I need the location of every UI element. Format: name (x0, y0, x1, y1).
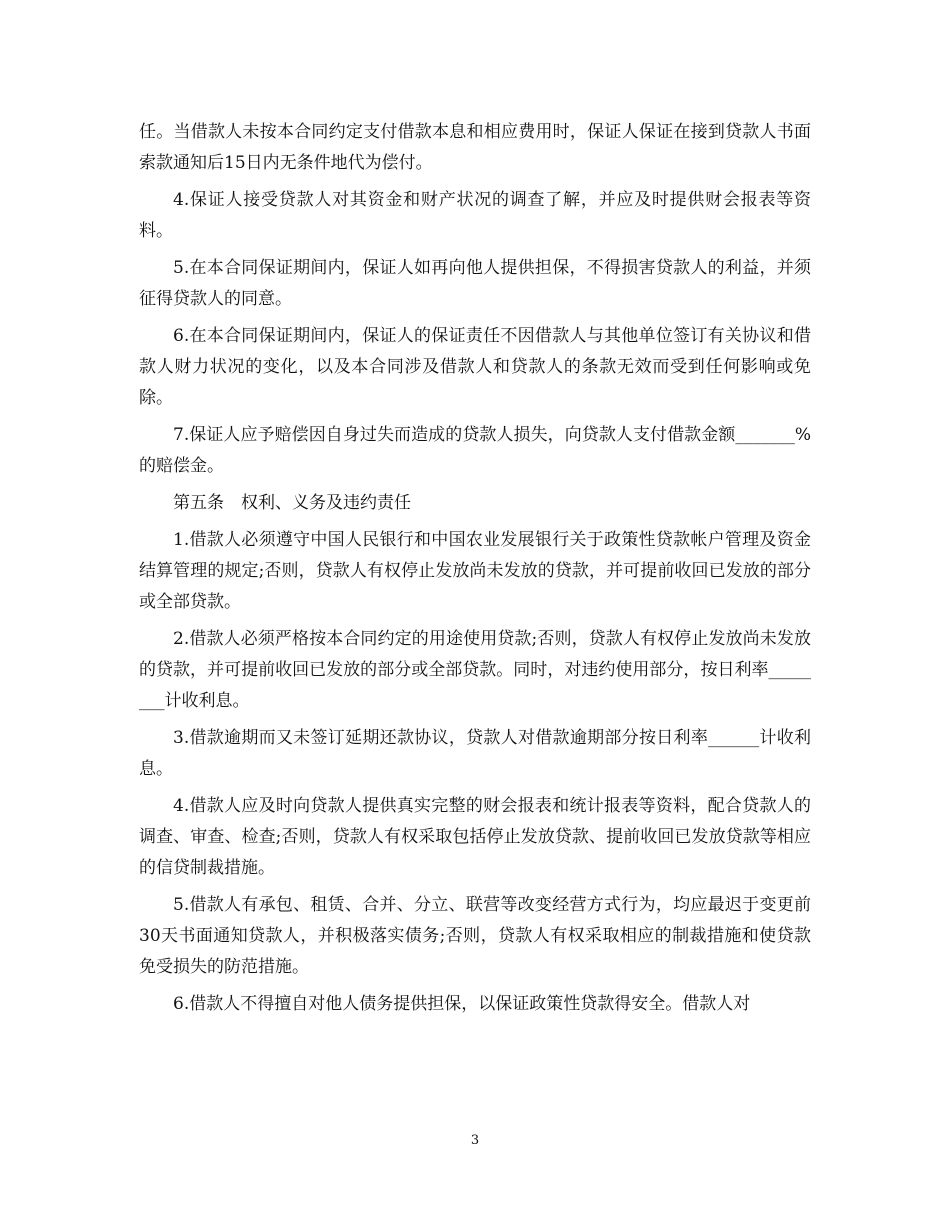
paragraph-borrower-clause-4: 4.借款人应及时向贷款人提供真实完整的财会报表和统计报表等资料，配合贷款人的调查、审查、检查;否则，贷款人有权采取包括停止发放贷款、提前收回已发放贷款等相应的信贷制裁措施。 (139, 796, 811, 878)
paragraph-guarantor-clause-4: 4.保证人接受贷款人对其资金和财产状况的调查了解，并应及时提供财会报表等资料。 (139, 190, 811, 241)
paragraph-guarantor-clause-6: 6.在本合同保证期间内，保证人的保证责任不因借款人与其他单位签订有关协议和借款人财力状况的变化，以及本合同涉及借款人和贷款人的条款无效而受到任何影响或免除。 (139, 326, 811, 408)
paragraph-borrower-clause-6: 6.借款人不得擅自对他人债务提供担保，以保证政策性贷款得安全。借款人对 (173, 994, 751, 1014)
paragraph-borrower-clause-5: 5.借款人有承包、租赁、合并、分立、联营等改变经营方式行为，均应最迟于变更前30天书面通知贷款人，并积极落实债务;否则，贷款人有权采取相应的制裁措施和使贷款免受损失的防范措施。 (139, 895, 811, 977)
paragraph-guarantor-payment-continued: 任。当借款人未按本合同约定支付借款本息和相应费用时，保证人保证在接到贷款人书面索款通知后15日内无条件地代为偿付。 (139, 122, 811, 173)
document-body (139, 117, 811, 1026)
paragraph-guarantor-clause-5: 5.在本合同保证期间内，保证人如再向他人提供担保，不得损害贷款人的利益，并须征得贷款人的同意。 (139, 258, 811, 309)
paragraph-borrower-clause-2: 2.借款人必须严格按本合同约定的用途使用贷款;否则，贷款人有权停止发放尚未发放的贷款，并可提前收回已发放的部分或全部贷款。同时，对违约使用部分，按日利率________计收利息。 (139, 629, 811, 711)
page-number: 3 (470, 1133, 480, 1148)
article-heading: 第五条 权利、义务及违约责任 (173, 493, 411, 513)
paragraph-borrower-clause-1: 1.借款人必须遵守中国人民银行和中国农业发展银行关于政策性贷款帐户管理及资金结算管理的规定;否则，贷款人有权停止发放尚未发放的贷款，并可提前收回已发放的部分或全部贷款。 (139, 530, 811, 612)
paragraph-borrower-clause-3: 3.借款逾期而又未签订延期还款协议，贷款人对借款逾期部分按日利率______计收利息。 (139, 728, 811, 779)
paragraph-guarantor-clause-7: 7.保证人应予赔偿因自身过失而造成的贷款人损失，向贷款人支付借款金额_______%的赔偿金。 (139, 425, 811, 476)
